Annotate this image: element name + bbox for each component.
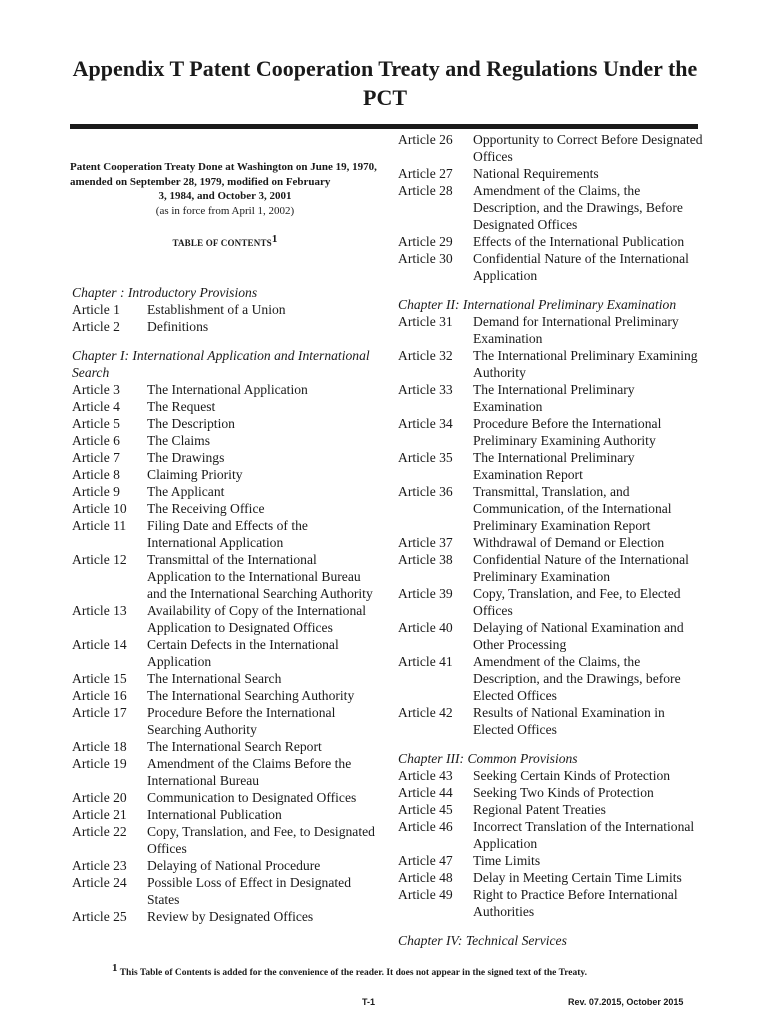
toc-heading-text: TABLE OF CONTENTS xyxy=(172,238,272,248)
toc-entry xyxy=(398,619,703,653)
article-title: Certain Defects in the International Application xyxy=(147,637,339,669)
article-number: Article 36 xyxy=(398,484,453,499)
toc-entry xyxy=(72,687,377,704)
toc-entry xyxy=(72,500,377,517)
article-number: Article 11 xyxy=(72,518,127,533)
toc-entry xyxy=(72,636,377,670)
article-number: Article 33 xyxy=(398,382,453,397)
article-number: Article 37 xyxy=(398,535,453,550)
article-title: Transmittal, Translation, and Communication, of the International Preliminary Examination Report xyxy=(473,484,672,533)
article-title: The Drawings xyxy=(147,450,225,465)
article-number: Article 10 xyxy=(72,501,127,516)
article-title: The International Search xyxy=(147,671,282,686)
article-title: Regional Patent Treaties xyxy=(473,802,606,817)
article-number: Article 24 xyxy=(72,875,127,890)
toc-entry xyxy=(72,415,377,432)
article-title: The Request xyxy=(147,399,216,414)
article-number: Article 3 xyxy=(72,382,120,397)
article-title: International Publication xyxy=(147,807,282,822)
article-title: The International Preliminary Examination Report xyxy=(473,450,635,482)
chapter-heading: Chapter : Introductory Provisions xyxy=(72,285,258,300)
article-number: Article 44 xyxy=(398,785,453,800)
toc-entry xyxy=(398,784,703,801)
toc-entry xyxy=(72,874,377,908)
toc-entry xyxy=(398,182,703,233)
article-title: Seeking Two Kinds of Protection xyxy=(473,785,654,800)
toc-entry xyxy=(398,869,703,886)
toc-entry xyxy=(72,670,377,687)
article-number: Article 29 xyxy=(398,234,453,249)
article-number: Article 40 xyxy=(398,620,453,635)
article-number: Article 43 xyxy=(398,768,453,783)
article-number: Article 17 xyxy=(72,705,127,720)
article-title: Results of National Examination in Elected Offices xyxy=(473,705,665,737)
article-title: Opportunity to Correct Before Designated Offices xyxy=(473,132,703,164)
article-title: Transmittal of the International Application to the International Bureau and the International Searching Authority xyxy=(147,552,373,601)
toc-entry xyxy=(398,381,703,415)
chapter-heading: Chapter IV: Technical Services xyxy=(398,933,567,948)
toc-entry xyxy=(72,602,377,636)
toc-left-column xyxy=(72,284,377,925)
article-title: Filing Date and Effects of the International Application xyxy=(147,518,308,550)
page-title: Appendix T Patent Cooperation Treaty and Regulations Under the PCT xyxy=(72,56,698,110)
article-title: Amendment of the Claims Before the International Bureau xyxy=(147,756,352,788)
toc-entry xyxy=(72,738,377,755)
article-title: Right to Practice Before International Authorities xyxy=(473,887,678,919)
article-number: Article 42 xyxy=(398,705,453,720)
article-number: Article 2 xyxy=(72,319,120,334)
chapter-heading: Chapter III: Common Provisions xyxy=(398,751,578,766)
article-number: Article 28 xyxy=(398,183,453,198)
toc-entry xyxy=(72,823,377,857)
article-number: Article 6 xyxy=(72,433,120,448)
article-title: Definitions xyxy=(147,319,209,334)
article-title: Communication to Designated Offices xyxy=(147,790,357,805)
article-number: Article 19 xyxy=(72,756,127,771)
article-number: Article 9 xyxy=(72,484,120,499)
article-number: Article 49 xyxy=(398,887,453,902)
article-number: Article 1 xyxy=(72,302,120,317)
article-title: Time Limits xyxy=(473,853,541,868)
treaty-intro xyxy=(70,160,380,218)
toc-entry xyxy=(72,704,377,738)
article-title: Procedure Before the International Preliminary Examining Authority xyxy=(473,416,662,448)
article-title: Withdrawal of Demand or Election xyxy=(473,535,665,550)
article-title: Effects of the International Publication xyxy=(473,234,685,249)
toc-entry xyxy=(398,653,703,704)
toc-entry xyxy=(398,886,703,920)
article-number: Article 13 xyxy=(72,603,127,618)
article-title: Procedure Before the International Searching Authority xyxy=(147,705,336,737)
toc-heading xyxy=(70,233,380,248)
intro-line-2: 3, 1984, and October 3, 2001 xyxy=(158,190,292,202)
page-number: T-1 xyxy=(362,997,376,1007)
article-title: Delaying of National Procedure xyxy=(147,858,321,873)
article-number: Article 14 xyxy=(72,637,127,652)
footnote-text: This Table of Contents is added for the convenience of the reader. It does not appear in the signed text of the Treaty. xyxy=(119,968,587,979)
article-number: Article 12 xyxy=(72,552,127,567)
revision-label: Rev. 07.2015, October 2015 xyxy=(568,997,684,1007)
article-number: Article 4 xyxy=(72,399,120,414)
article-number: Article 8 xyxy=(72,467,120,482)
article-number: Article 34 xyxy=(398,416,453,431)
chapter-heading: Chapter II: International Preliminary Examination xyxy=(398,297,677,312)
article-number: Article 26 xyxy=(398,132,453,147)
article-number: Article 5 xyxy=(72,416,120,431)
article-number: Article 46 xyxy=(398,819,453,834)
intro-line-1: Patent Cooperation Treaty Done at Washington on June 19, 1970, amended on September 28, 1979, modified on February xyxy=(70,161,377,188)
article-title: The International Preliminary Examination xyxy=(473,382,635,414)
toc-entry xyxy=(398,313,703,347)
toc-entry xyxy=(72,517,377,551)
article-number: Article 23 xyxy=(72,858,127,873)
toc-right-column xyxy=(398,131,703,949)
toc-entry xyxy=(398,483,703,534)
toc-entry xyxy=(398,449,703,483)
toc-entry xyxy=(398,131,703,165)
article-title: Copy, Translation, and Fee, to Elected Offices xyxy=(473,586,681,618)
toc-entry xyxy=(398,818,703,852)
article-number: Article 32 xyxy=(398,348,453,363)
footnote-marker: 1 xyxy=(271,233,278,245)
article-title: The International Search Report xyxy=(147,739,322,754)
toc-entry xyxy=(72,755,377,789)
article-number: Article 20 xyxy=(72,790,127,805)
article-title: National Requirements xyxy=(473,166,599,181)
toc-entry xyxy=(398,801,703,818)
toc-entry xyxy=(398,585,703,619)
article-title: Establishment of a Union xyxy=(147,302,286,317)
article-number: Article 15 xyxy=(72,671,127,686)
article-number: Article 47 xyxy=(398,853,453,868)
article-title: Copy, Translation, and Fee, to Designated Offices xyxy=(147,824,375,856)
toc-entry xyxy=(398,767,703,784)
toc-entry xyxy=(72,301,377,318)
article-number: Article 38 xyxy=(398,552,453,567)
article-title: Amendment of the Claims, the Description, and the Drawings, Before Designated Offices xyxy=(473,183,683,232)
intro-line-3: (as in force from April 1, 2002) xyxy=(155,204,295,217)
article-title: Availability of Copy of the International Application to Designated Offices xyxy=(147,603,367,635)
toc-entry xyxy=(72,318,377,335)
toc-entry xyxy=(398,415,703,449)
article-title: The Description xyxy=(147,416,235,431)
article-number: Article 48 xyxy=(398,870,453,885)
article-number: Article 30 xyxy=(398,251,453,266)
toc-entry xyxy=(72,449,377,466)
toc-entry xyxy=(398,165,703,182)
toc-entry xyxy=(72,398,377,415)
article-number: Article 18 xyxy=(72,739,127,754)
article-title: Seeking Certain Kinds of Protection xyxy=(473,768,671,783)
article-title: Confidential Nature of the International Application xyxy=(473,251,689,283)
article-title: Delaying of National Examination and Other Processing xyxy=(473,620,684,652)
article-title: The International Searching Authority xyxy=(147,688,355,703)
article-title: The International Application xyxy=(147,382,308,397)
article-number: Article 22 xyxy=(72,824,127,839)
toc-entry xyxy=(398,704,703,738)
footnote-marker: 1 xyxy=(112,962,118,974)
article-number: Article 41 xyxy=(398,654,453,669)
article-title: The Claims xyxy=(147,433,211,448)
toc-entry xyxy=(72,806,377,823)
article-number: Article 27 xyxy=(398,166,453,181)
header-rule xyxy=(70,124,698,129)
article-title: Confidential Nature of the International Preliminary Examination xyxy=(473,552,689,584)
article-title: The Receiving Office xyxy=(147,501,265,516)
toc-entry xyxy=(72,483,377,500)
toc-entry xyxy=(398,233,703,250)
toc-entry xyxy=(398,852,703,869)
article-title: Possible Loss of Effect in Designated States xyxy=(147,875,351,907)
article-number: Article 45 xyxy=(398,802,453,817)
article-number: Article 39 xyxy=(398,586,453,601)
article-number: Article 16 xyxy=(72,688,127,703)
toc-entry xyxy=(72,381,377,398)
article-number: Article 31 xyxy=(398,314,453,329)
article-title: The International Preliminary Examining Authority xyxy=(473,348,698,380)
article-title: Demand for International Preliminary Examination xyxy=(473,314,679,346)
toc-entry xyxy=(72,432,377,449)
article-title: Delay in Meeting Certain Time Limits xyxy=(473,870,682,885)
footnote xyxy=(112,962,712,978)
toc-entry xyxy=(72,857,377,874)
article-number: Article 35 xyxy=(398,450,453,465)
article-number: Article 25 xyxy=(72,909,127,924)
chapter-heading: Chapter I: International Application and International Search xyxy=(72,348,370,380)
article-title: Incorrect Translation of the International Application xyxy=(473,819,695,851)
article-title: Review by Designated Offices xyxy=(147,909,314,924)
toc-entry xyxy=(72,789,377,806)
article-number: Article 21 xyxy=(72,807,127,822)
article-title: The Applicant xyxy=(147,484,225,499)
toc-entry xyxy=(72,466,377,483)
toc-entry xyxy=(398,551,703,585)
toc-entry xyxy=(398,534,703,551)
toc-entry xyxy=(72,908,377,925)
article-title: Amendment of the Claims, the Description, and the Drawings, before Elected Offices xyxy=(473,654,681,703)
toc-entry xyxy=(72,551,377,602)
toc-entry xyxy=(398,250,703,284)
toc-entry xyxy=(398,347,703,381)
article-number: Article 7 xyxy=(72,450,120,465)
article-title: Claiming Priority xyxy=(147,467,243,482)
